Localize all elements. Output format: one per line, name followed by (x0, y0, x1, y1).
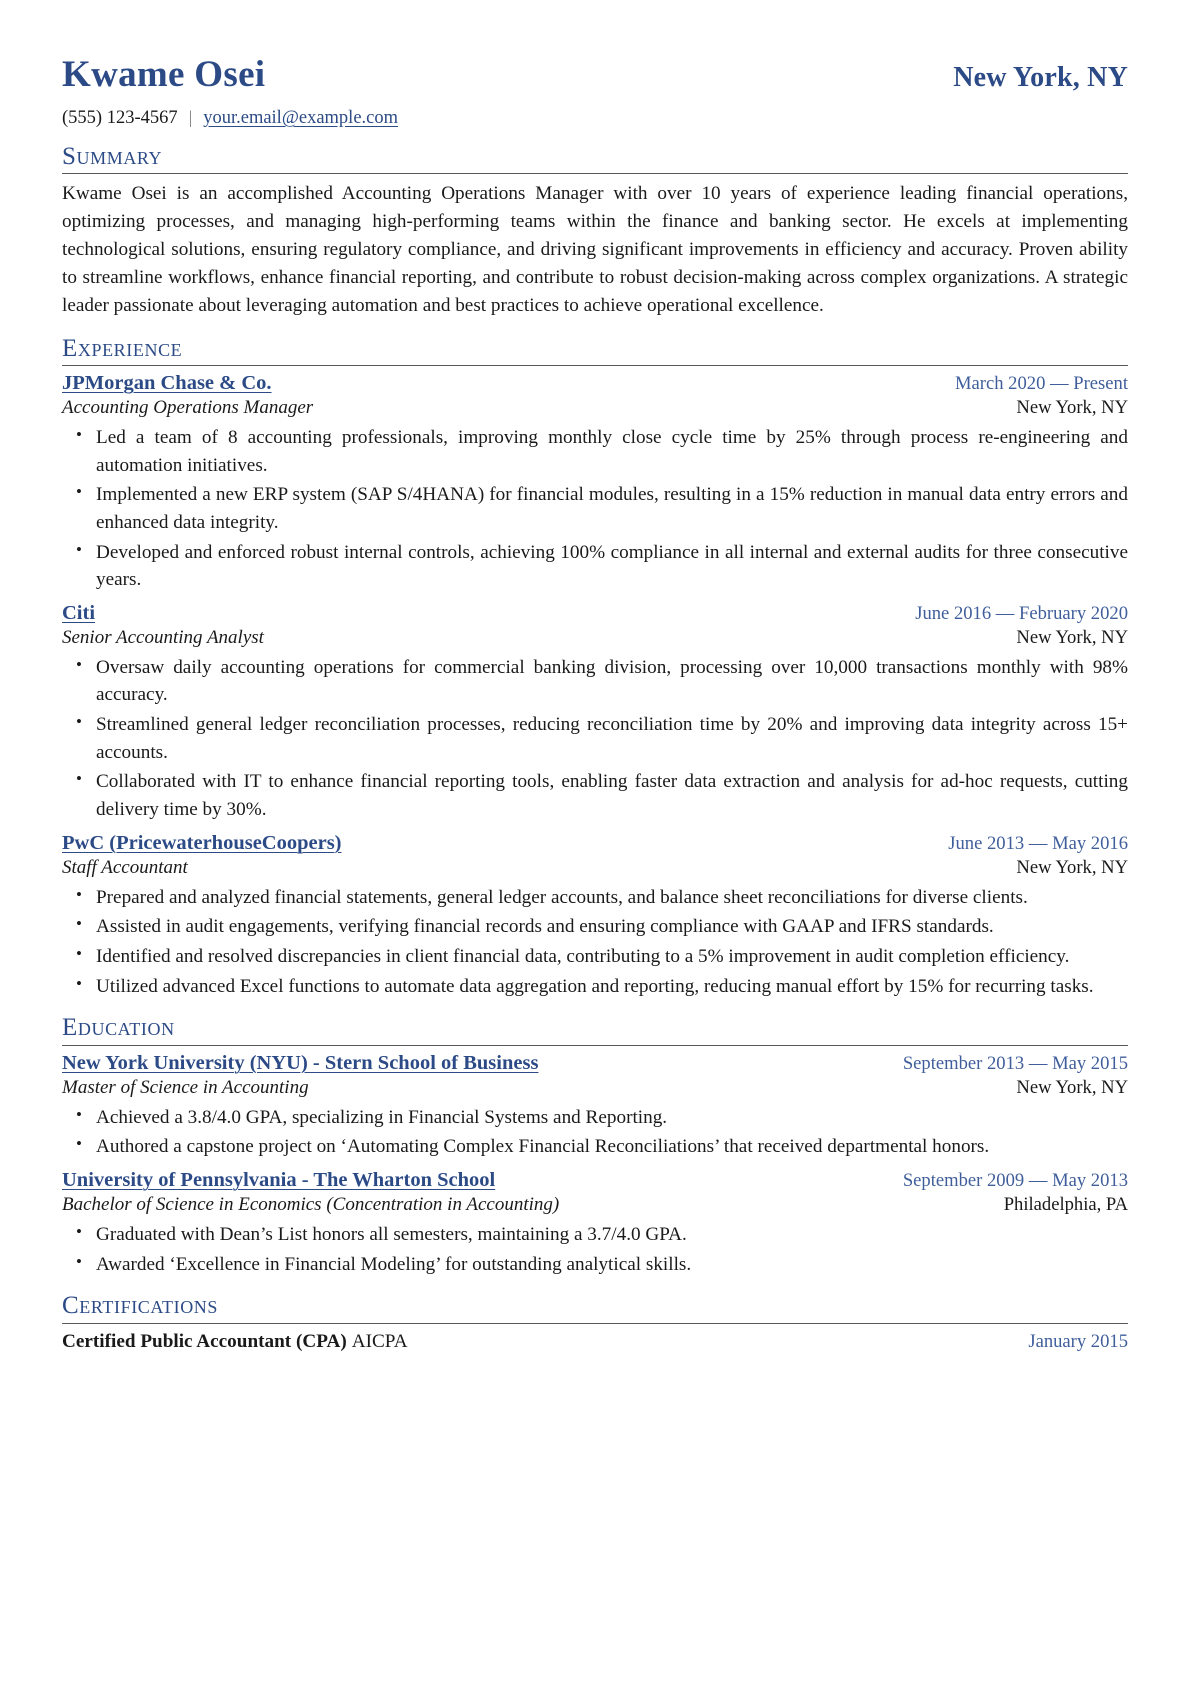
entry-subheader-row (62, 857, 1128, 879)
entry-bullet: • Collaborated with IT to enhance financial reporting tools, enabling faster data extraction and analysis for ad-hoc requests, cutting delivery time by 30%. (62, 768, 1128, 823)
entry-bullet-list (62, 884, 1128, 1001)
entry-date-range: June 2013 — May 2016 (948, 832, 1128, 854)
contact-row (62, 107, 1128, 129)
entry-header-row (62, 602, 1128, 625)
entry-bullet: • Assisted in audit engagements, verifying financial records and ensuring compliance with GAAP and IFRS standards. (62, 913, 1128, 941)
resume-entry (62, 602, 1128, 824)
section-summary (62, 143, 1128, 321)
entry-bullet-list (62, 424, 1128, 594)
entry-bullet: • Identified and resolved discrepancies in client financial data, contributing to a 5% improvement in audit completion efficiency. (62, 943, 1128, 971)
email-link[interactable]: your.email@example.com (203, 107, 399, 128)
entry-location: New York, NY (1016, 856, 1128, 878)
certification-label (62, 1331, 408, 1353)
entry-bullet: • Achieved a 3.8/4.0 GPA, specializing in Financial Systems and Reporting. (62, 1104, 1128, 1132)
entry-bullet: • Prepared and analyzed financial statements, general ledger accounts, and balance sheet reconciliations for diverse clients. (62, 884, 1128, 912)
education-entry-list (62, 1052, 1128, 1279)
section-experience (62, 335, 1128, 1001)
section-title-summary: Summary (62, 142, 163, 170)
candidate-name: Kwame Osei (62, 54, 266, 95)
entry-bullet: • Developed and enforced robust internal controls, achieving 100% compliance in all internal and external audits for three consecutive years. (62, 539, 1128, 594)
entry-date-range: September 2009 — May 2013 (902, 1170, 1128, 1192)
entry-bullet: • Implemented a new ERP system (SAP S/4HANA) for financial modules, resulting in a 15% reduction in manual data entry errors and enhanced data integrity. (62, 481, 1128, 536)
resume-entry (62, 372, 1128, 594)
resume-entry (62, 1169, 1128, 1278)
phone-number: (555) 123-4567 (62, 107, 178, 128)
summary-paragraph: Kwame Osei is an accomplished Accounting Operations Manager with over 10 years of experience leading financial operations, optimizing processes, and managing high-performing teams within the finance and banking sector. He excels at implementing technological solutions, ensuring regulatory compliance, and driving significant improvements in efficiency and accuracy. Proven ability to streamline workflows, enhance financial reporting, and contribute to robust decision-making across complex organizations. A strategic leader passionate about leveraging automation and best practices to achieve operational excellence. (62, 183, 1128, 317)
entry-organization-link[interactable]: PwC (PricewaterhouseCoopers) (62, 831, 342, 854)
entry-header-row (62, 832, 1128, 855)
entry-organization-link[interactable]: Citi (62, 601, 96, 624)
entry-bullet: • Streamlined general ledger reconciliation processes, reducing reconciliation time by 20% and improving data integrity across 15+ accounts. (62, 711, 1128, 766)
experience-entry-list (62, 372, 1128, 1000)
entry-organization-link[interactable]: JPMorgan Chase & Co. (62, 372, 272, 394)
certification-row (62, 1331, 1128, 1353)
entry-bullet: • Authored a capstone project on ‘Automating Complex Financial Reconciliations’ that received departmental honors. (62, 1133, 1128, 1161)
section-rule (62, 173, 1128, 174)
entry-date-range: March 2020 — Present (955, 373, 1128, 394)
section-title-certifications: Certifications (62, 1292, 218, 1320)
entry-organization-link[interactable]: University of Pennsylvania - The Wharton School (62, 1169, 496, 1192)
candidate-location: New York, NY (953, 62, 1128, 93)
entry-bullet: • Oversaw daily accounting operations for commercial banking division, processing over 10,000 transactions monthly with 98% accuracy. (62, 654, 1128, 709)
entry-role-title: Accounting Operations Manager (62, 397, 314, 418)
section-education (62, 1014, 1128, 1278)
entry-header-row (62, 1169, 1128, 1192)
entry-subheader-row (62, 397, 1128, 419)
entry-bullet: • Led a team of 8 accounting professionals, improving monthly close cycle time by 25% through process re-engineering and automation initiatives. (62, 424, 1128, 479)
resume-header (62, 56, 1128, 95)
certification-list (62, 1331, 1128, 1353)
entry-location: New York, NY (1016, 1076, 1128, 1098)
entry-location: New York, NY (1016, 397, 1128, 418)
entry-bullet: • Utilized advanced Excel functions to automate data aggregation and reporting, reducing manual effort by 15% for recurring tasks. (62, 973, 1128, 1001)
entry-header-row (62, 372, 1128, 395)
entry-date-range: September 2013 — May 2015 (902, 1052, 1128, 1074)
certification-date: January 2015 (1028, 1330, 1128, 1352)
certification-name: Certified Public Accountant (CPA) (62, 1330, 347, 1352)
entry-subheader-row (62, 1077, 1128, 1099)
resume-entry (62, 832, 1128, 1001)
section-certifications (62, 1292, 1128, 1353)
section-rule (62, 365, 1128, 366)
certification-issuer: AICPA (351, 1330, 408, 1352)
entry-date-range: June 2016 — February 2020 (915, 602, 1128, 624)
entry-role-title: Master of Science in Accounting (62, 1076, 309, 1098)
section-rule (62, 1323, 1128, 1324)
entry-location: New York, NY (1016, 626, 1128, 648)
entry-bullet: • Graduated with Dean’s List honors all semesters, maintaining a 3.7/4.0 GPA. (62, 1221, 1128, 1249)
entry-role-title: Senior Accounting Analyst (62, 626, 264, 648)
section-rule (62, 1045, 1128, 1046)
resume-entry (62, 1052, 1128, 1161)
entry-bullet-list (62, 654, 1128, 824)
section-title-experience: Experience (62, 334, 183, 362)
section-title-education: Education (62, 1014, 175, 1042)
entry-subheader-row (62, 627, 1128, 649)
entry-location: Philadelphia, PA (1003, 1194, 1128, 1216)
entry-subheader-row (62, 1194, 1128, 1216)
entry-bullet-list (62, 1104, 1128, 1161)
entry-organization-link[interactable]: New York University (NYU) - Stern School of Business (62, 1051, 539, 1074)
entry-role-title: Staff Accountant (62, 856, 188, 878)
entry-header-row (62, 1052, 1128, 1075)
entry-role-title: Bachelor of Science in Economics (Concentration in Accounting) (62, 1194, 560, 1216)
entry-bullet: • Awarded ‘Excellence in Financial Modeling’ for outstanding analytical skills. (62, 1251, 1128, 1279)
contact-separator: | (188, 106, 193, 127)
entry-bullet-list (62, 1221, 1128, 1278)
